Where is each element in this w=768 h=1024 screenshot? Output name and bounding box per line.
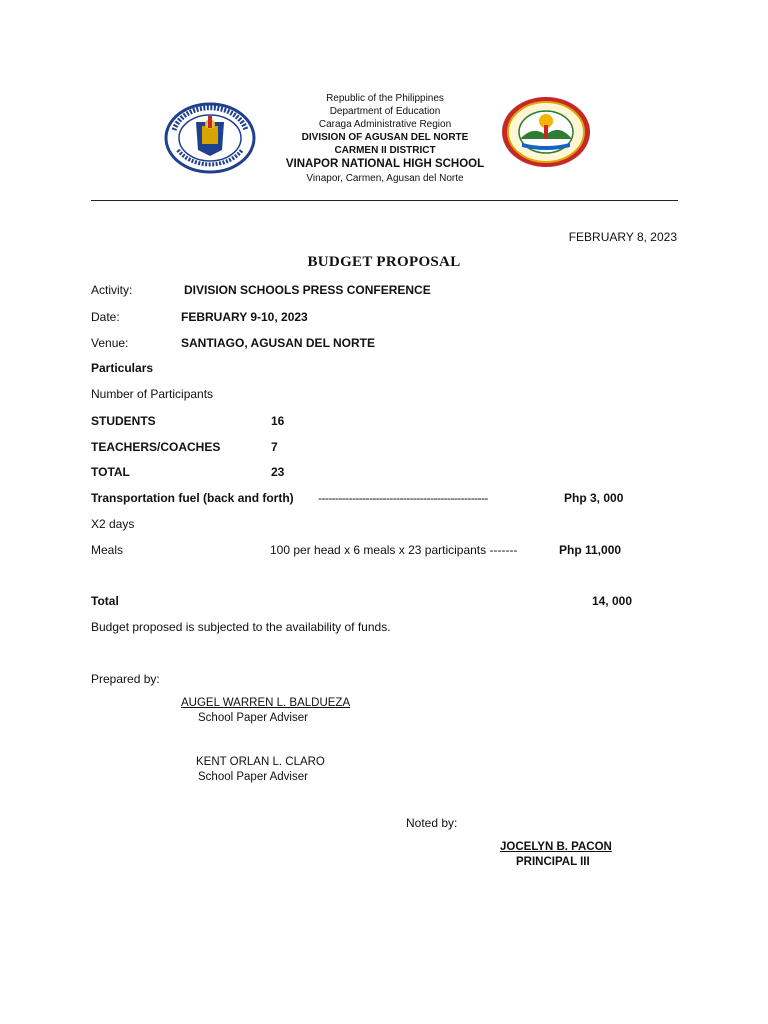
- meals-amount: Php 11,000: [559, 543, 622, 557]
- transport-leader-dashes: --------------------------------------------------: [318, 491, 488, 505]
- transport-label: Transportation fuel (back and forth): [91, 491, 294, 505]
- days-note: X2 days: [91, 517, 135, 531]
- signatory-2-role: School Paper Adviser: [198, 771, 308, 783]
- prepared-by-label: Prepared by:: [91, 672, 160, 686]
- students-label: STUDENTS: [91, 414, 156, 428]
- signatory-1-name: AUGEL WARREN L. BALDUEZA: [181, 697, 351, 709]
- header-divider: [91, 200, 678, 201]
- letterhead-country: Republic of the Philippines: [326, 93, 444, 104]
- teachers-label: TEACHERS/COACHES: [91, 440, 221, 454]
- total-participants-count: 23: [271, 465, 285, 479]
- funds-note: Budget proposed is subjected to the availability of funds.: [91, 620, 391, 634]
- participants-label: Number of Participants: [91, 387, 214, 401]
- letterhead-department: Department of Education: [329, 106, 441, 117]
- particulars-heading: Particulars: [91, 361, 154, 375]
- letterhead-region: Caraga Administrative Region: [318, 119, 452, 130]
- deped-seal-logo: [164, 102, 256, 174]
- activity-label: Activity:: [91, 283, 133, 297]
- signatory-2-name: KENT ORLAN L. CLARO: [196, 756, 325, 768]
- letterhead-address: Vinapor, Carmen, Agusan del Norte: [306, 173, 464, 184]
- document-title: BUDGET PROPOSAL: [307, 254, 461, 270]
- total-participants-label: TOTAL: [91, 465, 130, 479]
- transport-amount: Php 3, 000: [564, 491, 624, 505]
- signatory-3-name: JOCELYN B. PACON: [500, 841, 612, 853]
- signatory-3-role: PRINCIPAL III: [516, 856, 590, 868]
- meals-detail: 100 per head x 6 meals x 23 participants -------: [270, 543, 518, 557]
- venue-label: Venue:: [91, 336, 129, 350]
- date-value: FEBRUARY 9-10, 2023: [181, 310, 308, 324]
- total-label: Total: [91, 594, 119, 608]
- letterhead-division: DIVISION OF AGUSAN DEL NORTE: [301, 132, 469, 143]
- document-date: FEBRUARY 8, 2023: [568, 230, 677, 244]
- signatory-1-role: School Paper Adviser: [198, 712, 308, 724]
- letterhead-district: CARMEN II DISTRICT: [334, 145, 436, 156]
- teachers-count: 7: [271, 440, 278, 454]
- division-seal-logo: [500, 95, 592, 169]
- activity-value: DIVISION SCHOOLS PRESS CONFERENCE: [184, 283, 431, 297]
- noted-by-label: Noted by:: [406, 816, 458, 830]
- letterhead: [260, 92, 510, 185]
- students-count: 16: [271, 414, 285, 428]
- meals-label: Meals: [91, 543, 124, 557]
- total-amount: 14, 000: [591, 594, 632, 608]
- letterhead-school: VINAPOR NATIONAL HIGH SCHOOL: [285, 158, 485, 170]
- venue-value: SANTIAGO, AGUSAN DEL NORTE: [181, 336, 376, 350]
- date-label: Date:: [91, 310, 120, 324]
